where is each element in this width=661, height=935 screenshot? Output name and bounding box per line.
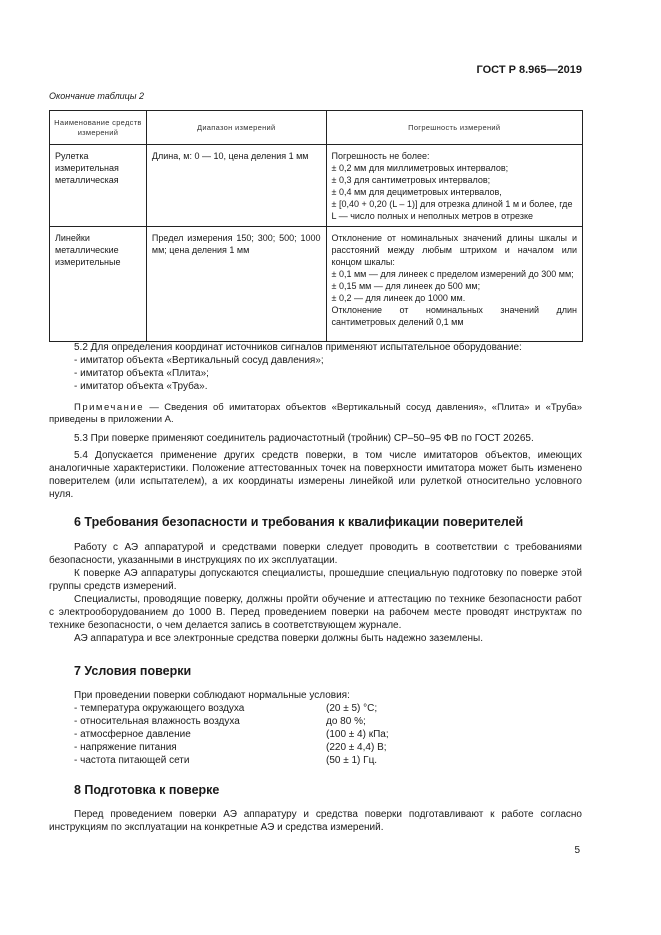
paragraph: К поверке АЭ аппаратуры допускаются специалисты, прошедшие специальную подготовку по поверке этой группы средств измерений.: [49, 568, 582, 592]
condition-row: - температура окружающего воздуха (20 ± 5) °С;: [74, 703, 378, 714]
table-cell-range: Длина, м: 0 — 10, цена деления 1 мм: [146, 145, 326, 227]
table-cell-range: Предел измерения 150; 300; 500; 1000 мм; цена деления 1 мм: [146, 227, 326, 342]
table-header-row: [50, 111, 583, 145]
section-5-3: [49, 432, 582, 445]
section-6-body: [49, 541, 582, 645]
section-6-title: 6 Требования безопасности и требования к квалификации поверителей: [74, 515, 524, 529]
list-item: - имитатор объекта «Плита»;: [74, 368, 209, 379]
page-number: 5: [574, 845, 580, 856]
table-cell-name: Линейки металлические измерительные: [50, 227, 147, 342]
section-7-body: [49, 689, 582, 767]
condition-row: - атмосферное давление (100 ± 4) кПа;: [74, 729, 389, 740]
paragraph: АЭ аппаратура и все электронные средства поверки должны быть надежно заземлены.: [74, 633, 484, 644]
list-item: - имитатор объекта «Вертикальный сосуд давления»;: [74, 355, 324, 366]
section-5-4: [49, 449, 582, 501]
standard-number: ГОСТ Р 8.965—2019: [476, 64, 582, 76]
section-5-2: [49, 341, 582, 393]
paragraph: Специалисты, проводящие поверку, должны пройти обучение и аттестацию по технике безопасности работ с электрооборудованием до 1000 В. Перед проведением поверки на рабочем месте проводят инструктаж по технике безопасности, о чем делается запись в соответствующем журнале.: [49, 594, 582, 631]
table-cell-error: Погрешность не более: ± 0,2 мм для миллиметровых интервалов; ± 0,3 для сантиметровых интервалов; ± 0,4 мм для дециметровых интервалов, ± [0,40 + 0,20 (L – 1)] для отрезка длиной 1 м и более, где L — число полных и неполных метров в отрезке: [326, 145, 582, 227]
column-header: Диапазон измерений: [146, 111, 326, 145]
section-8-title: 8 Подготовка к поверке: [74, 783, 220, 797]
table-row: [50, 145, 583, 227]
condition-row: - частота питающей сети (50 ± 1) Гц.: [74, 755, 378, 766]
column-header: Наименование средств измерений: [50, 111, 147, 145]
column-header: Погрешность измерений: [326, 111, 582, 145]
table-row: [50, 227, 583, 342]
note-text: — Сведения об имитаторах объектов «Вертикальный сосуд давления», «Плита» и «Труба» приведены в приложении А.: [49, 402, 582, 425]
paragraph: Работу с АЭ аппаратурой и средствами поверки следует проводить в соответствии с требованиями безопасности, указанными в инструкциях по их эксплуатации.: [49, 542, 582, 566]
paragraph: 5.4 Допускается применение других средств поверки, в том числе имитаторов объектов, имеющих аналогичные характеристики. Положение аттестованных точек на поверхности имитатора может быть изменено поверителем (или испытателем), а их координаты измерены линейкой или рулеткой относительно условного нуля.: [49, 450, 582, 500]
measurement-table: [49, 110, 583, 342]
paragraph: При проведении поверки соблюдают нормальные условия:: [74, 690, 350, 701]
list-item: - имитатор объекта «Труба».: [74, 381, 208, 392]
condition-row: - относительная влажность воздуха до 80 %;: [74, 716, 366, 727]
paragraph: Перед проведением поверки АЭ аппаратуру и средства поверки подготавливают к работе согласно инструкциям по эксплуатации на конкретные АЭ и средства измерений.: [49, 809, 582, 833]
section-8-body: [49, 808, 582, 834]
paragraph: 5.3 При поверке применяют соединитель радиочастотный (тройник) СР–50–95 ФВ по ГОСТ 20265.: [74, 433, 534, 444]
table-cell-error: Отклонение от номинальных значений длины шкалы и расстояний между любым штрихом и началом или концом шкалы: ± 0,1 мм — для линеек с пределом измерений до 300 мм; ± 0,15 мм — для линеек до 500 мм; ± 0,2 — для линеек до 1000 мм. Отклонение от номинальных значений длин сантиметровых делений 0,1 мм: [326, 227, 582, 342]
note-label: Примечание: [74, 402, 144, 413]
table-cell-name: Рулетка измерительная металлическая: [50, 145, 147, 227]
note: [49, 402, 582, 426]
table-caption: Окончание таблицы 2: [49, 91, 144, 101]
section-7-title: 7 Условия поверки: [74, 664, 192, 678]
paragraph: 5.2 Для определения координат источников сигналов применяют испытательное оборудование:: [74, 342, 522, 353]
condition-row: - напряжение питания (220 ± 4,4) В;: [74, 742, 387, 753]
